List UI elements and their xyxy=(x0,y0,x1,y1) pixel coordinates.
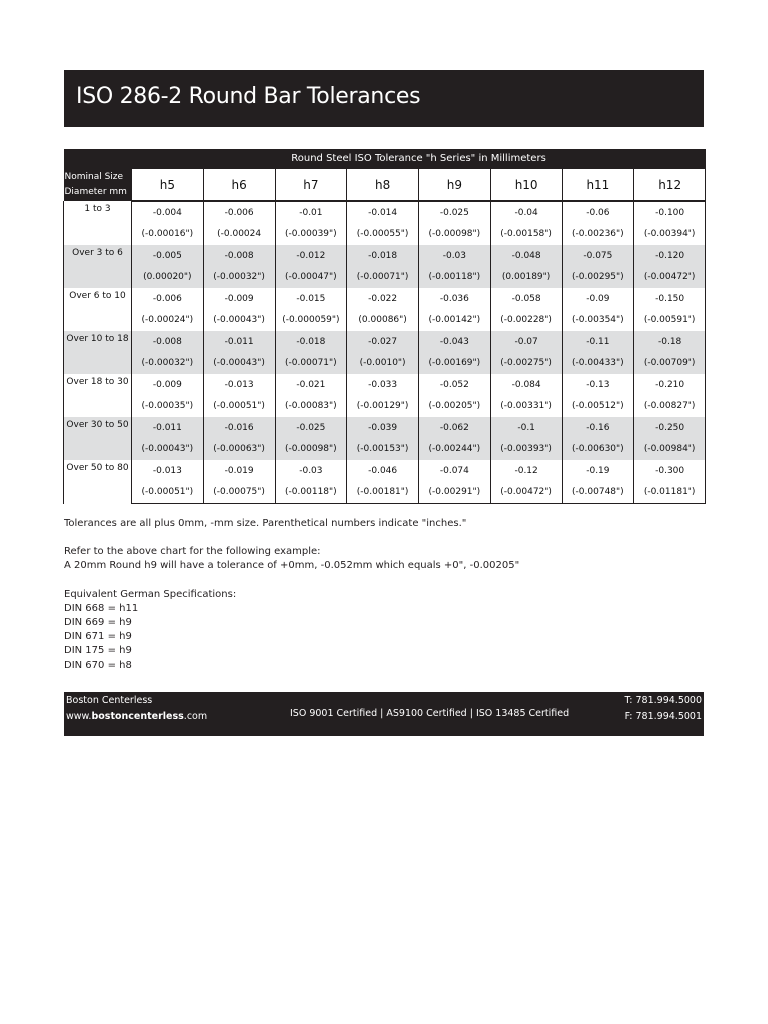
tolerance-mm-cell: -0.015 xyxy=(275,288,347,310)
title-bar xyxy=(64,70,704,127)
tolerance-inch-cell: (-0.00035") xyxy=(132,396,204,418)
fax-number: F: 781.994.5001 xyxy=(624,711,702,722)
tolerance-inch-cell: (-0.00630") xyxy=(562,439,634,461)
column-header: h7 xyxy=(275,169,347,202)
tolerance-inch-cell: (-0.00236") xyxy=(562,224,634,246)
tolerance-inch-cell: (-0.00051") xyxy=(132,482,204,504)
tolerance-inch-cell: (-0.00142") xyxy=(419,310,491,332)
column-header: h8 xyxy=(347,169,419,202)
tolerance-inch-cell: (-0.00024") xyxy=(132,310,204,332)
tolerance-mm-cell: -0.009 xyxy=(203,288,275,310)
table-row-inch xyxy=(64,267,706,289)
certifications: ISO 9001 Certified | AS9100 Certified | ISO 13485 Certified xyxy=(290,708,570,719)
table-row-inch xyxy=(64,353,706,375)
tolerance-inch-cell: (0.00020") xyxy=(132,267,204,289)
footer-bar xyxy=(64,692,704,736)
tolerance-inch-cell: (-0.00075") xyxy=(203,482,275,504)
size-range-cell: Over 50 to 80 xyxy=(64,460,132,504)
tolerance-mm-cell: -0.18 xyxy=(634,331,706,353)
tolerance-inch-cell: (-0.00016") xyxy=(132,224,204,246)
table-row-inch xyxy=(64,439,706,461)
tolerance-inch-cell: (-0.00244") xyxy=(419,439,491,461)
tolerance-inch-cell: (-0.00827") xyxy=(634,396,706,418)
tolerance-inch-cell: (-0.00472") xyxy=(490,482,562,504)
tolerance-inch-cell: (-0.00331") xyxy=(490,396,562,418)
url-domain: bostoncenterless xyxy=(91,711,184,722)
tolerance-mm-cell: -0.06 xyxy=(562,201,634,224)
table-row-mm xyxy=(64,374,706,396)
german-spec-item: DIN 668 = h11 xyxy=(64,602,139,614)
table-row-inch xyxy=(64,482,706,504)
column-header: h5 xyxy=(132,169,204,202)
tolerance-mm-cell: -0.036 xyxy=(419,288,491,310)
tolerance-inch-cell: (-0.00275") xyxy=(490,353,562,375)
tolerance-mm-cell: -0.021 xyxy=(275,374,347,396)
tolerance-mm-cell: -0.005 xyxy=(132,245,204,267)
tolerance-mm-cell: -0.009 xyxy=(132,374,204,396)
size-range-cell: 1 to 3 xyxy=(64,201,132,245)
table-row-mm xyxy=(64,417,706,439)
table-row-mm xyxy=(64,288,706,310)
tolerance-mm-cell: -0.018 xyxy=(275,331,347,353)
tolerance-inch-cell: (-0.00063") xyxy=(203,439,275,461)
tolerance-mm-cell: -0.1 xyxy=(490,417,562,439)
tolerance-inch-cell: (-0.00169") xyxy=(419,353,491,375)
tolerance-inch-cell: (-0.00043") xyxy=(132,439,204,461)
tolerance-mm-cell: -0.025 xyxy=(275,417,347,439)
tolerance-mm-cell: -0.062 xyxy=(419,417,491,439)
tolerance-inch-cell: (-0.00032") xyxy=(132,353,204,375)
tolerance-inch-cell: (-0.00032") xyxy=(203,267,275,289)
tolerance-inch-cell: (-0.00295") xyxy=(562,267,634,289)
tolerance-inch-cell: (-0.00071") xyxy=(275,353,347,375)
tolerance-mm-cell: -0.300 xyxy=(634,460,706,482)
tolerance-mm-cell: -0.052 xyxy=(419,374,491,396)
tolerance-mm-cell: -0.011 xyxy=(132,417,204,439)
tolerance-mm-cell: -0.019 xyxy=(203,460,275,482)
url-prefix: www. xyxy=(66,711,92,722)
example-intro: Refer to the above chart for the following example: xyxy=(64,546,321,558)
tolerance-mm-cell: -0.150 xyxy=(634,288,706,310)
tolerance-mm-cell: -0.006 xyxy=(132,288,204,310)
tolerance-inch-cell: (-0.00083") xyxy=(275,396,347,418)
tolerance-mm-cell: -0.03 xyxy=(419,245,491,267)
tolerance-mm-cell: -0.022 xyxy=(347,288,419,310)
german-spec-item: DIN 175 = h9 xyxy=(64,645,132,657)
tolerance-mm-cell: -0.19 xyxy=(562,460,634,482)
phone-number: T: 781.994.5000 xyxy=(624,695,702,706)
tolerance-mm-cell: -0.008 xyxy=(203,245,275,267)
tolerance-inch-cell: (-0.0010") xyxy=(347,353,419,375)
tolerance-inch-cell: (-0.00158") xyxy=(490,224,562,246)
tolerance-inch-cell: (-0.00591") xyxy=(634,310,706,332)
tolerance-mm-cell: -0.046 xyxy=(347,460,419,482)
german-spec-item: DIN 670 = h8 xyxy=(64,659,132,671)
tolerance-note: Tolerances are all plus 0mm, -mm size. Parenthetical numbers indicate "inches." xyxy=(64,518,467,529)
tolerance-inch-cell: (-0.00043") xyxy=(203,353,275,375)
tolerance-mm-cell: -0.018 xyxy=(347,245,419,267)
url-suffix: .com xyxy=(183,711,208,722)
tolerance-inch-cell: (-0.00098") xyxy=(275,439,347,461)
tolerance-inch-cell: (-0.00129") xyxy=(347,396,419,418)
size-range-cell: Over 3 to 6 xyxy=(64,245,132,288)
tolerance-mm-cell: -0.004 xyxy=(132,201,204,224)
nominal-size-header xyxy=(64,169,132,202)
tolerance-mm-cell: -0.13 xyxy=(562,374,634,396)
tolerance-table xyxy=(63,149,706,504)
column-header: h11 xyxy=(562,169,634,202)
tolerance-inch-cell: (-0.00071") xyxy=(347,267,419,289)
tolerance-mm-cell: -0.025 xyxy=(419,201,491,224)
tolerance-mm-cell: -0.033 xyxy=(347,374,419,396)
tolerance-mm-cell: -0.016 xyxy=(203,417,275,439)
notes-section xyxy=(64,517,519,673)
tolerance-mm-cell: -0.210 xyxy=(634,374,706,396)
page-title: ISO 286-2 Round Bar Tolerances xyxy=(76,84,421,109)
tolerance-mm-cell: -0.01 xyxy=(275,201,347,224)
table-row-mm xyxy=(64,331,706,353)
table-row-inch xyxy=(64,396,706,418)
tolerance-inch-cell: (-0.00043") xyxy=(203,310,275,332)
tolerance-mm-cell: -0.120 xyxy=(634,245,706,267)
table-row-inch xyxy=(64,310,706,332)
german-spec-heading: Equivalent German Specifications: xyxy=(64,588,237,600)
tolerance-inch-cell: (-0.00709") xyxy=(634,353,706,375)
tolerance-mm-cell: -0.12 xyxy=(490,460,562,482)
tolerance-inch-cell: (-0.00472") xyxy=(634,267,706,289)
tolerance-mm-cell: -0.011 xyxy=(203,331,275,353)
tolerance-mm-cell: -0.014 xyxy=(347,201,419,224)
tolerance-inch-cell: (-0.00181") xyxy=(347,482,419,504)
tolerance-inch-cell: (-0.01181") xyxy=(634,482,706,504)
tolerance-mm-cell: -0.006 xyxy=(203,201,275,224)
tolerance-inch-cell: (-0.00039") xyxy=(275,224,347,246)
tolerance-mm-cell: -0.07 xyxy=(490,331,562,353)
tolerance-inch-cell: (-0.00118") xyxy=(275,482,347,504)
tolerance-inch-cell: (-0.000059") xyxy=(275,310,347,332)
table-row-inch xyxy=(64,224,706,246)
column-header: h10 xyxy=(490,169,562,202)
tolerance-inch-cell: (0.00086") xyxy=(347,310,419,332)
tolerance-inch-cell: (-0.00098") xyxy=(419,224,491,246)
size-range-cell: Over 30 to 50 xyxy=(64,417,132,460)
column-header: h12 xyxy=(634,169,706,202)
company-name: Boston Centerless xyxy=(66,695,153,706)
tolerance-inch-cell: (-0.00024 xyxy=(203,224,275,246)
tolerance-mm-cell: -0.09 xyxy=(562,288,634,310)
nominal-label-1: Nominal Size xyxy=(64,171,124,182)
tolerance-inch-cell: (-0.00153") xyxy=(347,439,419,461)
tolerance-mm-cell: -0.074 xyxy=(419,460,491,482)
tolerance-mm-cell: -0.11 xyxy=(562,331,634,353)
tolerance-inch-cell: (-0.00228") xyxy=(490,310,562,332)
tolerance-mm-cell: -0.043 xyxy=(419,331,491,353)
caption-corner xyxy=(64,149,132,169)
tolerance-mm-cell: -0.100 xyxy=(634,201,706,224)
size-range-cell: Over 6 to 10 xyxy=(64,288,132,331)
german-spec-item: DIN 669 = h9 xyxy=(64,617,132,629)
table-caption-row xyxy=(64,149,706,169)
tolerance-mm-cell: -0.04 xyxy=(490,201,562,224)
tolerance-inch-cell: (-0.00291") xyxy=(419,482,491,504)
tolerance-mm-cell: -0.03 xyxy=(275,460,347,482)
column-header: h9 xyxy=(419,169,491,202)
tolerance-mm-cell: -0.075 xyxy=(562,245,634,267)
tolerance-mm-cell: -0.084 xyxy=(490,374,562,396)
tolerance-inch-cell: (-0.00354") xyxy=(562,310,634,332)
tolerance-inch-cell: (-0.00433") xyxy=(562,353,634,375)
tolerance-inch-cell: (-0.00512") xyxy=(562,396,634,418)
tolerance-mm-cell: -0.058 xyxy=(490,288,562,310)
tolerance-mm-cell: -0.16 xyxy=(562,417,634,439)
table-header-row xyxy=(64,169,706,202)
tolerance-inch-cell: (0.00189") xyxy=(490,267,562,289)
tolerance-inch-cell: (-0.00118") xyxy=(419,267,491,289)
website-link[interactable] xyxy=(66,711,207,722)
tolerance-inch-cell: (-0.00051") xyxy=(203,396,275,418)
tolerance-mm-cell: -0.012 xyxy=(275,245,347,267)
tolerance-mm-cell: -0.008 xyxy=(132,331,204,353)
size-range-cell: Over 18 to 30 xyxy=(64,374,132,417)
tolerance-mm-cell: -0.013 xyxy=(203,374,275,396)
tolerance-mm-cell: -0.027 xyxy=(347,331,419,353)
tolerance-mm-cell: -0.048 xyxy=(490,245,562,267)
tolerance-inch-cell: (-0.00748") xyxy=(562,482,634,504)
table-row-mm xyxy=(64,201,706,224)
table-caption: Round Steel ISO Tolerance "h Series" in Millimeters xyxy=(132,149,706,169)
tolerance-mm-cell: -0.039 xyxy=(347,417,419,439)
example-text: A 20mm Round h9 will have a tolerance of +0mm, -0.052mm which equals +0", -0.00205" xyxy=(64,560,520,572)
tolerance-mm-cell: -0.250 xyxy=(634,417,706,439)
german-spec-item: DIN 671 = h9 xyxy=(64,631,132,643)
tolerance-mm-cell: -0.013 xyxy=(132,460,204,482)
table-row-mm xyxy=(64,245,706,267)
tolerance-inch-cell: (-0.00047") xyxy=(275,267,347,289)
tolerance-inch-cell: (-0.00984") xyxy=(634,439,706,461)
tolerance-inch-cell: (-0.00394") xyxy=(634,224,706,246)
tolerance-inch-cell: (-0.00393") xyxy=(490,439,562,461)
column-header: h6 xyxy=(203,169,275,202)
size-range-cell: Over 10 to 18 xyxy=(64,331,132,374)
table-row-mm xyxy=(64,460,706,482)
tolerance-inch-cell: (-0.00055") xyxy=(347,224,419,246)
tolerance-inch-cell: (-0.00205") xyxy=(419,396,491,418)
table-body xyxy=(64,201,706,504)
nominal-label-2: Diameter mm xyxy=(64,186,127,197)
